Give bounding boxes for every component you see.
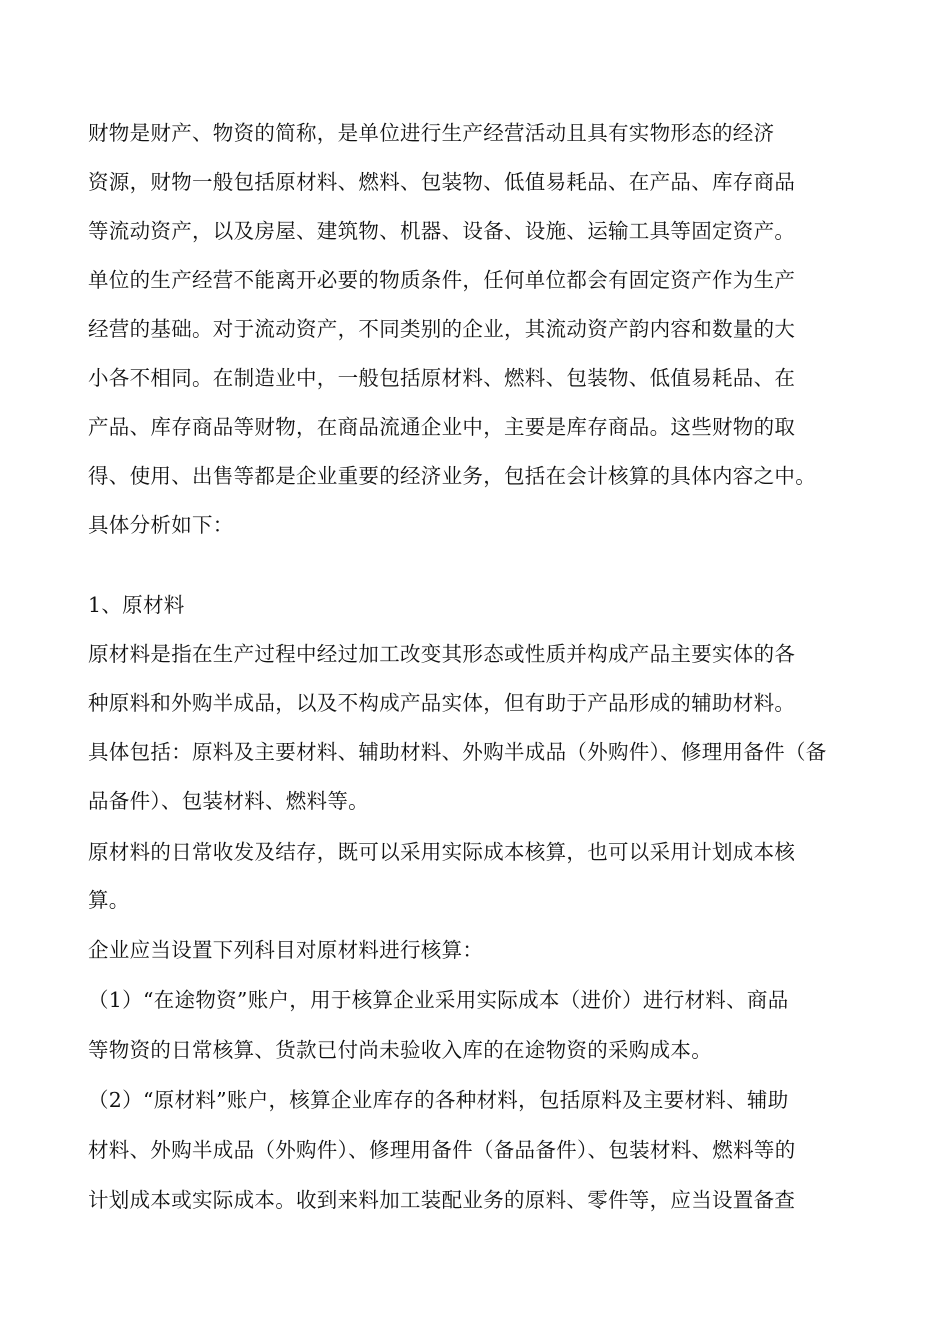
intro-line: 得、使用、出售等都是企业重要的经济业务，包括在会计核算的具体内容之中。	[88, 464, 816, 488]
body-line: 原材料的日常收发及结存，既可以采用实际成本核算，也可以采用计划成本核	[88, 840, 796, 864]
body-line: 等物资的日常核算、货款已付尚未验收入库的在途物资的采购成本。	[88, 1038, 712, 1062]
intro-line: 资源，财物一般包括原材料、燃料、包装物、低值易耗品、在产品、库存商品	[88, 170, 796, 194]
body-line: 原材料是指在生产过程中经过加工改变其形态或性质并构成产品主要实体的各	[88, 642, 796, 666]
intro-line: 财物是财产、物资的简称，是单位进行生产经营活动且具有实物形态的经济	[88, 121, 775, 145]
body-line: 种原料和外购半成品，以及不构成产品实体，但有助于产品形成的辅助材料。	[88, 691, 796, 715]
body-line: 具体包括：原料及主要材料、辅助材料、外购半成品（外购件）、修理用备件（备	[88, 740, 827, 764]
body-line: 计划成本或实际成本。收到来料加工装配业务的原料、零件等，应当设置备查	[88, 1188, 796, 1212]
body-line: 算。	[88, 888, 130, 912]
body-line: （1）“在途物资”账户，用于核算企业采用实际成本（进价）进行材料、商品	[88, 988, 789, 1012]
section-heading: 1、原材料	[88, 593, 185, 617]
body-line: （2）“原材料”账户，核算企业库存的各种材料，包括原料及主要材料、辅助	[88, 1088, 789, 1112]
intro-line: 等流动资产，以及房屋、建筑物、机器、设备、设施、运输工具等固定资产。	[88, 219, 796, 243]
body-line: 材料、外购半成品（外购件）、修理用备件（备品备件）、包装材料、燃料等的	[88, 1138, 796, 1162]
body-line: 企业应当设置下列科目对原材料进行核算：	[88, 938, 484, 962]
intro-line: 经营的基础。对于流动资产，不同类别的企业，其流动资产韵内容和数量的大	[88, 317, 796, 341]
intro-line: 具体分析如下：	[88, 513, 234, 537]
intro-line: 单位的生产经营不能离开必要的物质条件，任何单位都会有固定资产作为生产	[88, 268, 796, 292]
body-line: 品备件）、包装材料、燃料等。	[88, 789, 369, 813]
intro-line: 小各不相同。在制造业中，一般包括原材料、燃料、包装物、低值易耗品、在	[88, 366, 796, 390]
intro-line: 产品、库存商品等财物，在商品流通企业中，主要是库存商品。这些财物的取	[88, 415, 796, 439]
